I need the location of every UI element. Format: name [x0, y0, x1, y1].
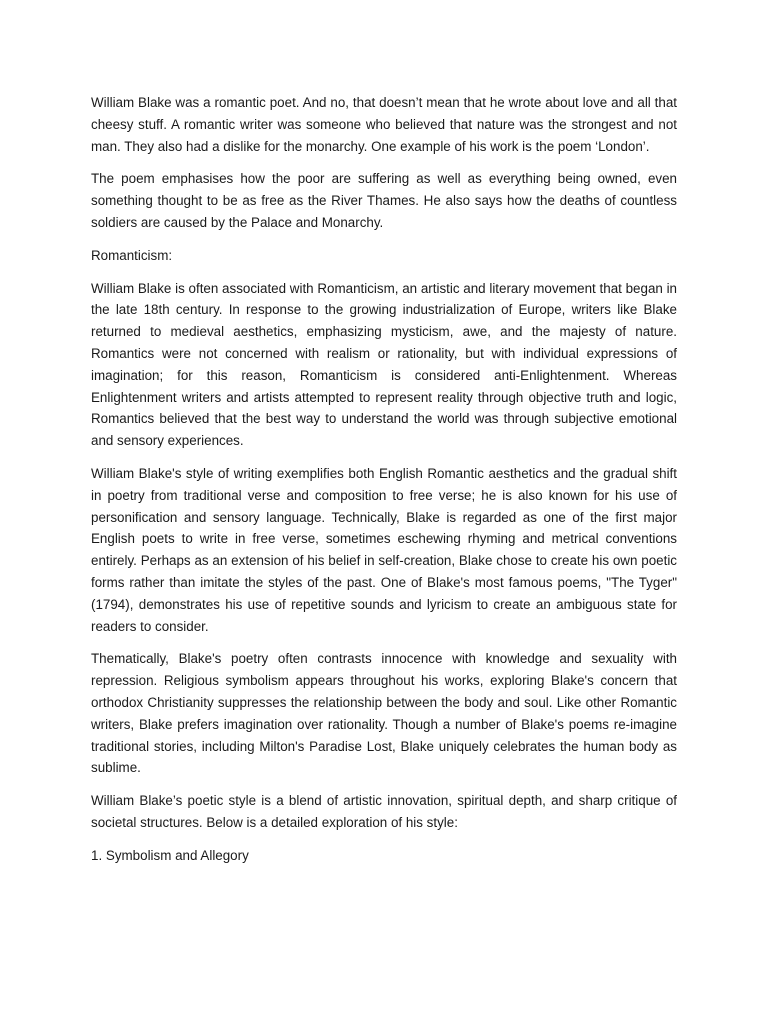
section-heading-romanticism: Romanticism:: [91, 247, 173, 263]
paragraph-london-poem: The poem emphasises how the poor are suffering as well as everything being owned, even something thought to be as free as the River Thames. He also says how the deaths of countless soldiers are caused by the Palace and Monarchy.: [91, 171, 677, 230]
paragraph-themes: Thematically, Blake's poetry often contrasts innocence with knowledge and sexuality with repression. Religious symbolism appears throughout his works, exploring Blake's concern that orthodox Christianity suppresses the relationship between the body and soul. Like other Romantic writers, Blake prefers imagination over rationality. Though a number of Blake's poems re-imagine traditional stories, including Milton's Paradise Lost, Blake uniquely celebrates the human body as sublime.: [91, 651, 677, 776]
paragraph-intro: William Blake was a romantic poet. And no, that doesn’t mean that he wrote about love and all that cheesy stuff. A romantic writer was someone who believed that nature was the strongest and not man. They also had a dislike for the monarchy. One example of his work is the poem ‘London’.: [91, 95, 677, 154]
list-item-symbolism: 1. Symbolism and Allegory: [91, 847, 249, 863]
paragraph-style: William Blake's style of writing exemplifies both English Romantic aesthetics and the gradual shift in poetry from traditional verse and composition to free verse; he is also known for his use of personification and sensory language. Technically, Blake is regarded as one of the first major English poets to write in free verse, sometimes eschewing rhyming and metrical conventions entirely. Perhaps as an extension of his belief in self-creation, Blake chose to create his own poetic forms rather than imitate the styles of the past. One of Blake's most famous poems, "The Tyger" (1794), demonstrates his use of repetitive sounds and lyricism to create an ambiguous state for readers to consider.: [91, 465, 677, 634]
document-body: [91, 92, 677, 878]
paragraph-poetic-style: William Blake’s poetic style is a blend of artistic innovation, spiritual depth, and sharp critique of societal structures. Below is a detailed exploration of his style:: [91, 793, 677, 830]
paragraph-romanticism: William Blake is often associated with Romanticism, an artistic and literary movement that began in the late 18th century. In response to the growing industrialization of Europe, writers like Blake returned to medieval aesthetics, emphasizing mysticism, awe, and the majesty of nature. Romantics were not concerned with realism or rationality, but with individual expressions of imagination; for this reason, Romanticism is considered anti-Enlightenment. Whereas Enlightenment writers and artists attempted to represent reality through objective truth and logic, Romantics believed that the best way to understand the world was through subjective emotional and sensory experiences.: [91, 280, 677, 449]
